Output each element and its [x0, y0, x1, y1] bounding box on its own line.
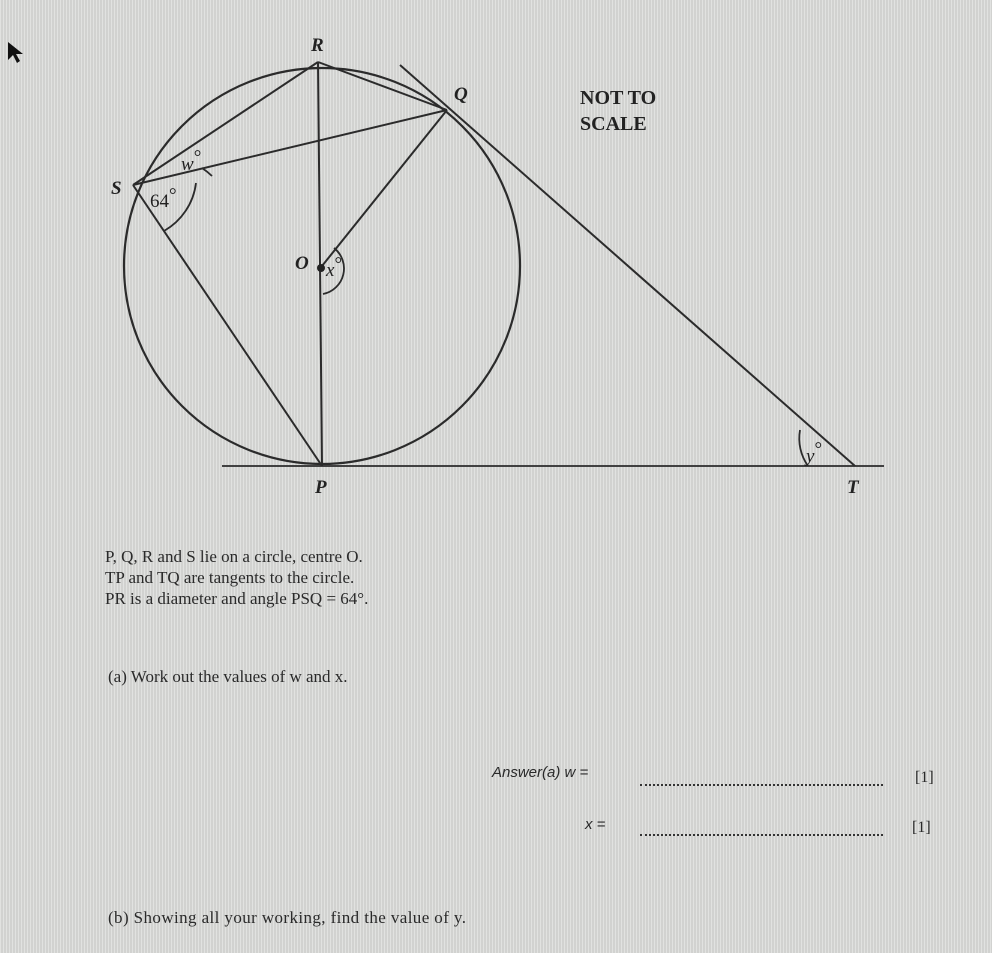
not-to-scale-line1: NOT TO [580, 87, 657, 109]
not-to-scale-line2: SCALE [580, 113, 647, 135]
part-a-question: (a) Work out the values of w and x. [108, 667, 348, 686]
intro-line-2: TP and TQ are tangents to the circle. [105, 568, 355, 587]
intro-line-3: PR is a diameter and angle PSQ = 64°. [105, 589, 369, 608]
radius-oq [322, 110, 447, 266]
diameter-rp [318, 62, 322, 466]
label-t: T [847, 477, 859, 498]
angle-label-y: y° [806, 439, 823, 467]
label-r: R [311, 35, 324, 56]
answer-a-w-field[interactable] [640, 784, 883, 786]
answer-a-x-marks: [1] [912, 819, 931, 836]
chord-rq [318, 62, 447, 110]
angle-label-w: w° [181, 147, 202, 175]
angle-arc-w [202, 168, 212, 176]
angle-label-64: 64° [150, 185, 177, 212]
angle-label-x: x° [326, 254, 343, 281]
question-intro [105, 546, 368, 609]
intro-line-1: P, Q, R and S lie on a circle, centre O. [105, 547, 363, 566]
label-s: S [111, 178, 122, 199]
answer-a-w-label: Answer(a) w = [492, 764, 589, 781]
label-o: O [295, 253, 309, 274]
centre-point [317, 264, 325, 272]
chord-sr [133, 62, 318, 185]
answer-a-w-marks: [1] [915, 769, 934, 786]
chord-sp [133, 185, 322, 466]
label-p: P [315, 477, 327, 498]
answer-a-x-label: x = [585, 816, 606, 833]
label-q: Q [454, 84, 468, 105]
answer-a-x-field[interactable] [640, 834, 883, 836]
part-b-question: (b) Showing all your working, find the value of y. [108, 908, 467, 927]
